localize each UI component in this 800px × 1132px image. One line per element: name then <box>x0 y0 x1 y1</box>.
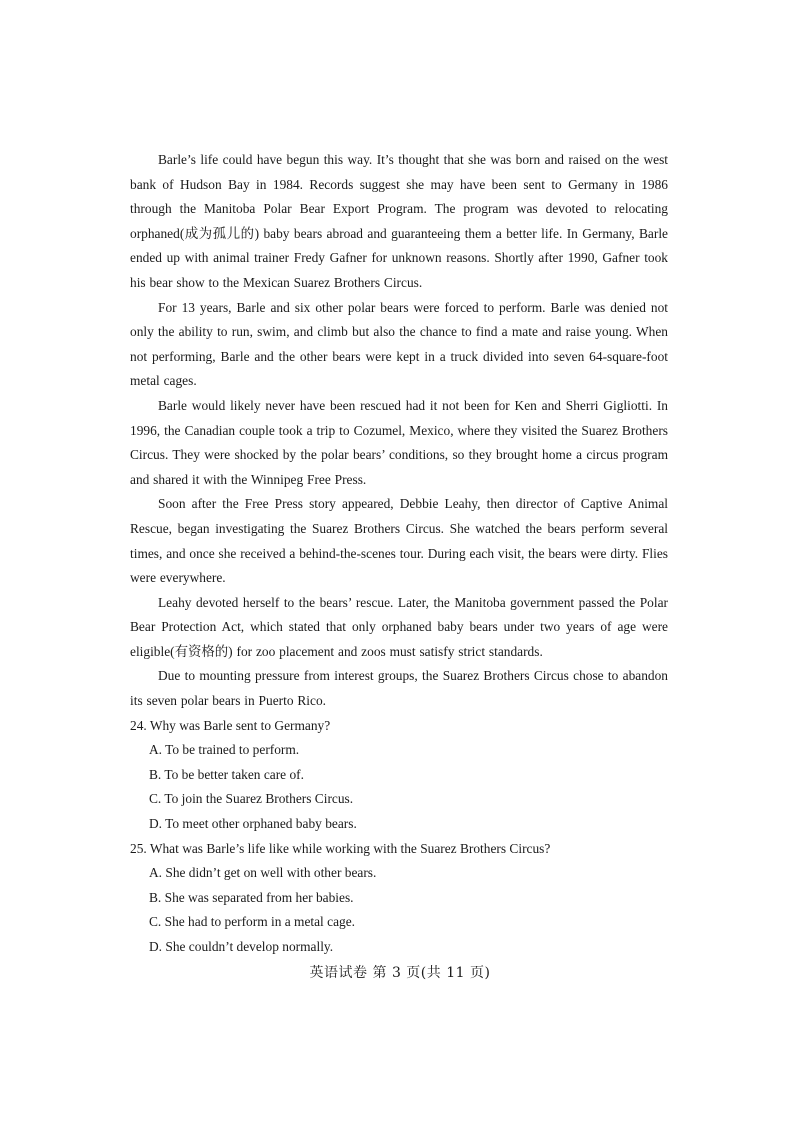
question-25-option-a: A. She didn’t get on well with other bears. <box>149 865 377 881</box>
question-24-stem: 24. Why was Barle sent to Germany? <box>130 717 331 733</box>
question-24-option-c: C. To join the Suarez Brothers Circus. <box>149 791 354 807</box>
passage-paragraph-5: Leahy devoted herself to the bears’ rescue. Later, the Manitoba government passed the Polar Bear Protection Act, which stated that only orphaned baby bears under two years of age were eligible(有资格的) for zoo placement and zoos must satisfy strict standards. <box>130 594 668 659</box>
reading-passage <box>130 148 668 714</box>
question-25 <box>130 837 668 960</box>
question-25-option-d: D. She couldn’t develop normally. <box>149 939 334 954</box>
question-25-stem: 25. What was Barle’s life like while working with the Suarez Brothers Circus? <box>130 840 551 856</box>
question-24 <box>130 714 668 837</box>
question-25-option-c: C. She had to perform in a metal cage. <box>149 914 355 930</box>
question-24-option-b: B. To be better taken care of. <box>149 766 304 782</box>
passage-paragraph-4: Soon after the Free Press story appeared, Debbie Leahy, then director of Captive Animal Rescue, began investigating the Suarez Brothers Circus. She watched the bears perform several times, and once she received a behind-the-scenes tour. During each visit, the bears were dirty. Flies were everywhere. <box>130 496 668 586</box>
question-24-option-a: A. To be trained to perform. <box>149 742 300 758</box>
passage-paragraph-2: For 13 years, Barle and six other polar bears were forced to perform. Barle was denied not only the ability to run, swim, and climb but also the chance to find a mate and raise young. When not performing, Barle and the other bears were kept in a truck divided into seven 64-square-foot metal cages. <box>130 299 668 389</box>
page-body <box>130 148 668 960</box>
question-25-option-b: B. She was separated from her babies. <box>149 889 354 905</box>
passage-paragraph-3: Barle would likely never have been rescued had it not been for Ken and Sherri Gigliotti. In 1996, the Canadian couple took a trip to Cozumel, Mexico, where they visited the Suarez Brothers Circus. They were shocked by the polar bears’ conditions, so they brought home a circus program and shared it with the Winnipeg Free Press. <box>130 397 668 487</box>
passage-paragraph-6: Due to mounting pressure from interest groups, the Suarez Brothers Circus chose to abandon its seven polar bears in Puerto Rico. <box>130 668 668 709</box>
question-24-option-d: D. To meet other orphaned baby bears. <box>149 816 357 832</box>
passage-paragraph-1: Barle’s life could have begun this way. It’s thought that she was born and raised on the west bank of Hudson Bay in 1984. Records suggest she may have been sent to Germany in 1986 through the Manitoba Polar Bear Export Program. The program was devoted to relocating orphaned(成为孤儿的) baby bears abroad and guaranteeing them a better life. In Germany, Barle ended up with animal trainer Fredy Gafner for unknown reasons. Shortly after 1990, Gafner took his bear show to the Mexican Suarez Brothers Circus. <box>130 152 668 290</box>
page-footer: 英语试卷 第 3 页(共 11 页) <box>309 965 491 981</box>
